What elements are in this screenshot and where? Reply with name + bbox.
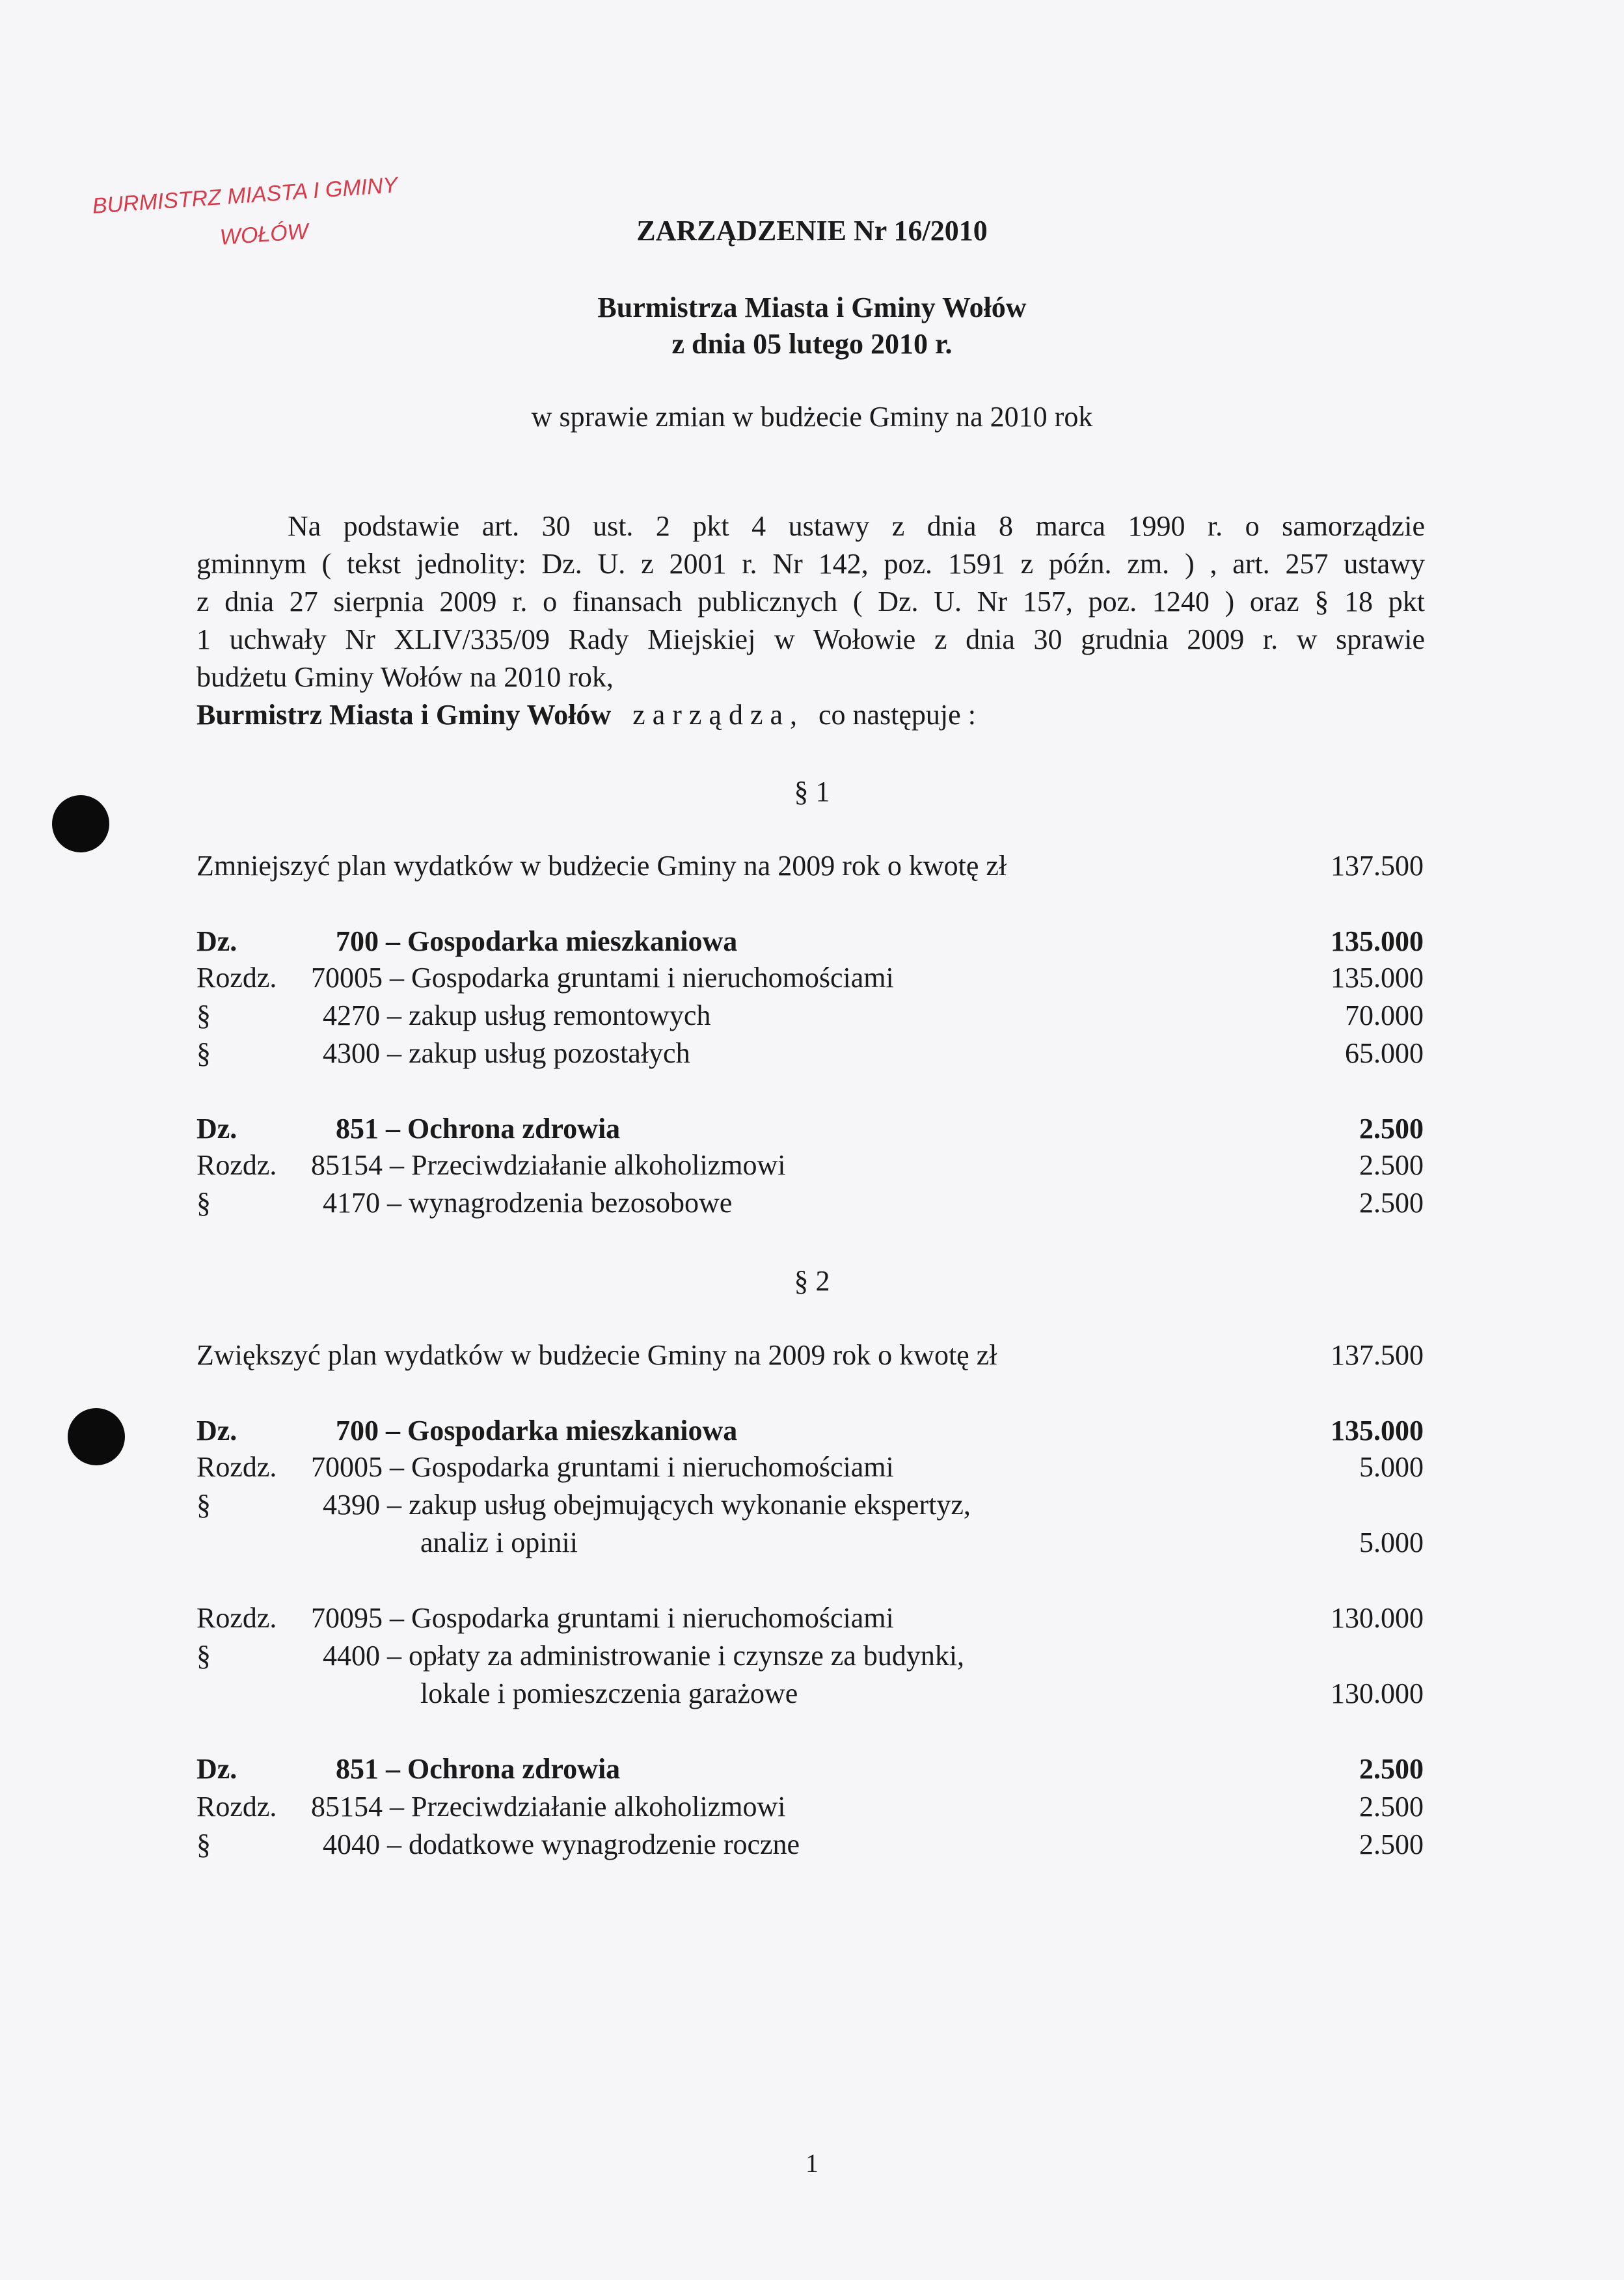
row-desc: 70005 – Gospodarka gruntami i nieruchomościami xyxy=(311,962,894,994)
section-2-intro: Zwiększyć plan wydatków w budżecie Gminy na 2009 rok o kwotę zł xyxy=(196,1339,997,1371)
legal-basis-line: budżetu Gminy Wołów na 2010 rok, xyxy=(196,661,614,693)
row-desc: 70095 – Gospodarka gruntami i nieruchomościami xyxy=(311,1602,894,1634)
document-title: ZARZĄDZENIE Nr 16/2010 xyxy=(636,215,988,247)
issue-date: z dnia 05 lutego 2010 r. xyxy=(671,328,953,360)
row-desc-continued: lokale i pomieszczenia garażowe xyxy=(420,1677,798,1709)
page-number: 1 xyxy=(805,2149,819,2178)
row-label: Dz. xyxy=(196,1753,237,1785)
row-label: Rozdz. xyxy=(196,1149,277,1181)
row-label: § xyxy=(196,1187,211,1219)
row-amount: 130.000 xyxy=(1331,1602,1424,1634)
row-desc-continued: analiz i opinii xyxy=(420,1527,578,1558)
row-amount: 5.000 xyxy=(1359,1527,1424,1558)
row-amount: 130.000 xyxy=(1331,1677,1424,1709)
row-amount: 5.000 xyxy=(1359,1451,1424,1483)
row-amount: 135.000 xyxy=(1331,1415,1424,1446)
row-amount: 135.000 xyxy=(1331,925,1424,957)
row-label: Dz. xyxy=(196,1415,237,1446)
issuer: Burmistrza Miasta i Gminy Wołów xyxy=(597,292,1027,323)
ordering-line xyxy=(196,696,1425,734)
subject: w sprawie zmian w budżecie Gminy na 2010 rok xyxy=(531,401,1093,433)
row-amount: 65.000 xyxy=(1345,1037,1424,1069)
legal-basis-line: Na podstawie art. 30 ust. 2 pkt 4 ustawy z dnia 8 marca 1990 r. o samorządzie xyxy=(288,510,1425,542)
row-amount: 2.500 xyxy=(1359,1791,1424,1823)
row-amount: 2.500 xyxy=(1359,1187,1424,1219)
row-desc: 4270 – zakup usług remontowych xyxy=(323,999,711,1031)
row-label: § xyxy=(196,1489,211,1521)
row-desc: 700 – Gospodarka mieszkaniowa xyxy=(336,925,738,957)
section-1-heading: § 1 xyxy=(794,776,830,808)
row-label: § xyxy=(196,1037,211,1069)
row-desc: 85154 – Przeciwdziałanie alkoholizmowi xyxy=(311,1149,786,1181)
section-2-heading: § 2 xyxy=(794,1265,830,1297)
row-label: Dz. xyxy=(196,925,237,957)
row-desc: 700 – Gospodarka mieszkaniowa xyxy=(336,1415,738,1446)
ordering-subject: Burmistrz Miasta i Gminy Wołów xyxy=(196,699,612,731)
ordering-rest: co następuje : xyxy=(819,699,976,731)
legal-basis-line: z dnia 27 sierpnia 2009 r. o finansach publicznych ( Dz. U. Nr 157, poz. 1240 ) oraz § 18 pkt xyxy=(196,586,1425,618)
row-amount: 70.000 xyxy=(1345,999,1424,1031)
row-desc: 4040 – dodatkowe wynagrodzenie roczne xyxy=(323,1828,800,1860)
legal-basis-paragraph xyxy=(196,508,1425,734)
row-desc: 85154 – Przeciwdziałanie alkoholizmowi xyxy=(311,1791,786,1823)
row-label: § xyxy=(196,999,211,1031)
row-label: Rozdz. xyxy=(196,962,277,994)
legal-basis-line: gminnym ( tekst jednolity: Dz. U. z 2001 r. Nr 142, poz. 1591 z późn. zm. ) , art. 257 ustawy xyxy=(196,548,1425,580)
row-label: Rozdz. xyxy=(196,1451,277,1483)
row-desc: 4390 – zakup usług obejmujących wykonanie ekspertyz, xyxy=(323,1489,971,1521)
row-label: Rozdz. xyxy=(196,1602,277,1634)
row-label: § xyxy=(196,1640,211,1672)
row-label: § xyxy=(196,1828,211,1860)
row-amount: 2.500 xyxy=(1359,1113,1424,1145)
section-1-total: 137.500 xyxy=(1331,850,1424,882)
row-amount: 135.000 xyxy=(1331,962,1424,994)
punch-hole-bottom xyxy=(68,1408,125,1465)
row-label: Dz. xyxy=(196,1113,237,1145)
section-2-total: 137.500 xyxy=(1331,1339,1424,1371)
row-desc: 4170 – wynagrodzenia bezosobowe xyxy=(323,1187,733,1219)
ordering-verb: z a r z ą d z a , xyxy=(632,699,797,731)
row-amount: 2.500 xyxy=(1359,1828,1424,1860)
row-desc: 4300 – zakup usług pozostałych xyxy=(323,1037,690,1069)
row-desc: 851 – Ochrona zdrowia xyxy=(336,1113,621,1145)
row-amount: 2.500 xyxy=(1359,1753,1424,1785)
row-desc: 851 – Ochrona zdrowia xyxy=(336,1753,621,1785)
stamp-line-1: BURMISTRZ MIASTA I GMINY xyxy=(91,172,399,219)
section-1-intro: Zmniejszyć plan wydatków w budżecie Gminy na 2009 rok o kwotę zł xyxy=(196,850,1007,882)
row-amount: 2.500 xyxy=(1359,1149,1424,1181)
row-desc: 4400 – opłaty za administrowanie i czynsze za budynki, xyxy=(323,1640,965,1672)
row-desc: 70005 – Gospodarka gruntami i nieruchomościami xyxy=(311,1451,894,1483)
stamp-line-2: WOŁÓW xyxy=(219,219,309,250)
legal-basis-line: 1 uchwały Nr XLIV/335/09 Rady Miejskiej w Wołowie z dnia 30 grudnia 2009 r. w sprawie xyxy=(196,623,1425,655)
row-label: Rozdz. xyxy=(196,1791,277,1823)
